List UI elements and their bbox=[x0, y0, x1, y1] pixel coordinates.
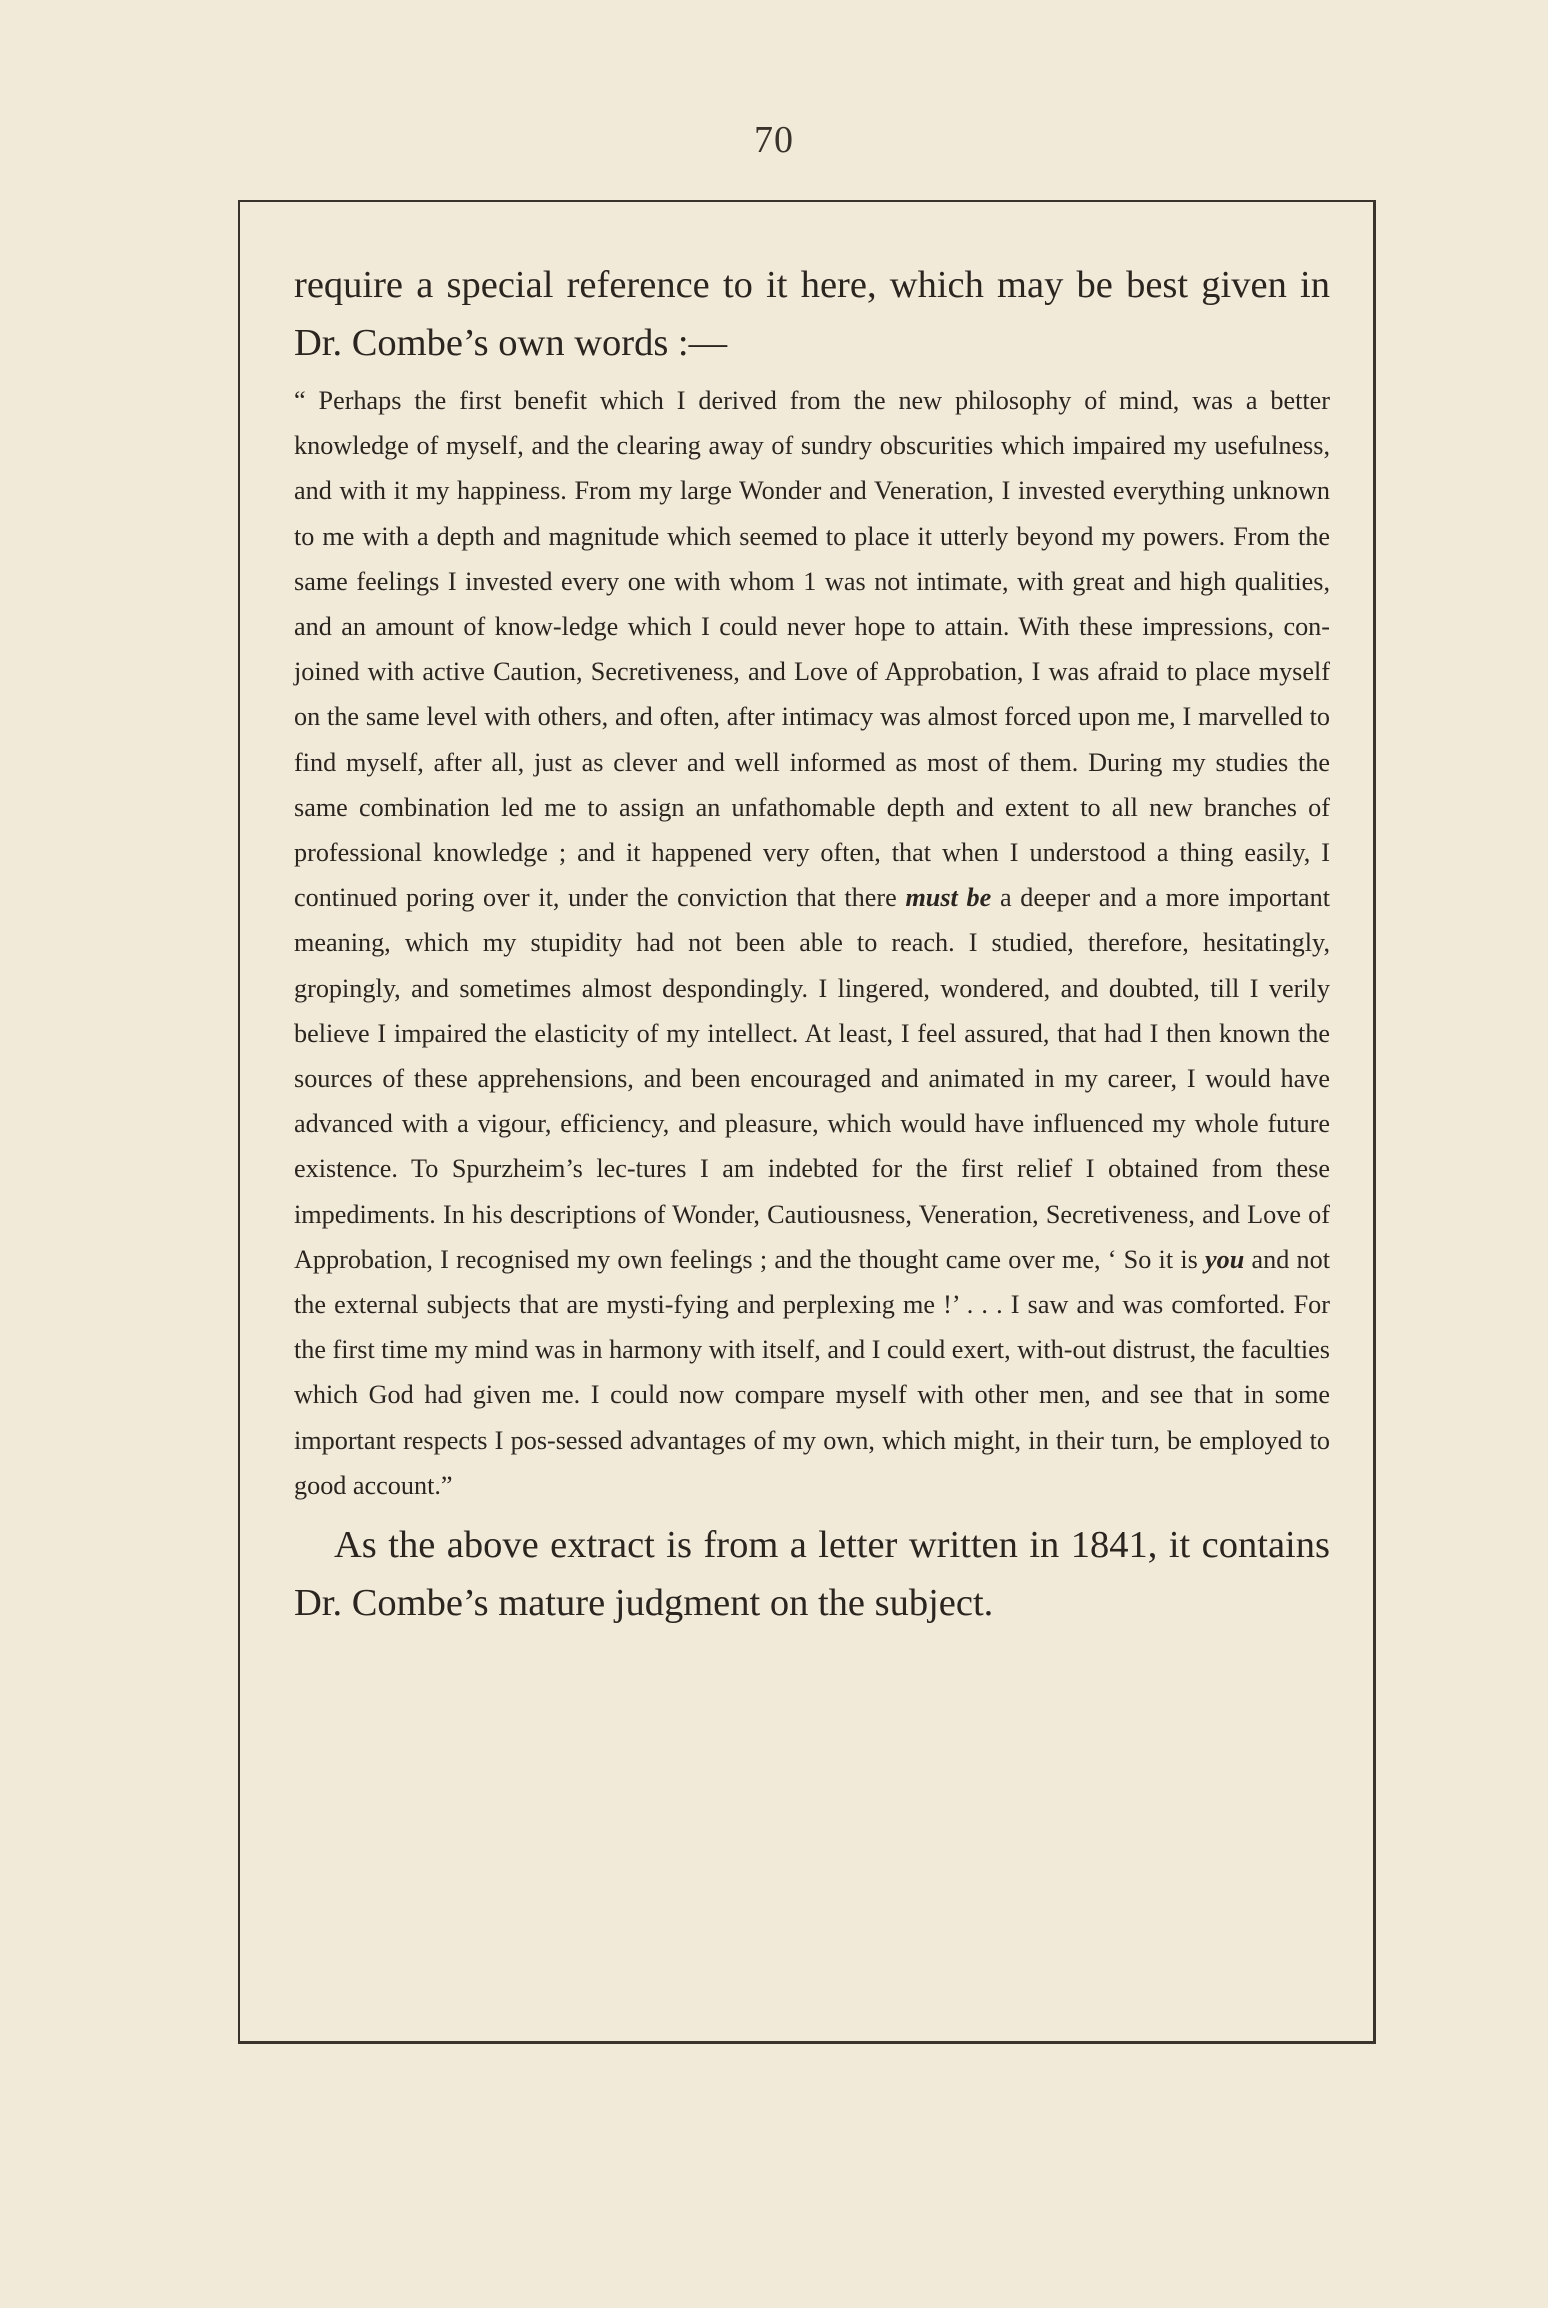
quote-emphasis-must-be: must be bbox=[905, 883, 992, 913]
page-content bbox=[294, 256, 1330, 1632]
quoted-letter bbox=[294, 378, 1330, 1508]
quote-emphasis-you: you bbox=[1205, 1244, 1245, 1274]
quote-text-1: “ Perhaps the first benefit which I derived from the new philosophy of mind, was a better knowledge of myself, and the clearing away of sundry obscurities which impaired my usefulness, and with it my happiness. From my large Wonder and Veneration, I invested everything unknown to me with a depth and magnitude which seemed to place it utterly beyond my powers. From the same feelings I invested every one with whom 1 was not intimate, with great and high qualities, and an amount of know-ledge which I could never hope to attain. With these impressions, con-joined with active Caution, Secretiveness, and Love of Approbation, I was afraid to place myself on the same level with others, and often, after intimacy was almost forced upon me, I marvelled to find myself, after all, just as clever and well informed as most of them. During my studies the same combination led me to assign an unfathomable depth and extent to all new branches of professional knowledge ; and it happened very often, that when I understood a thing easily, I continued poring over it, under the conviction that there bbox=[294, 386, 1330, 913]
page-number: 70 bbox=[754, 119, 794, 161]
quote-text-3: and not the external subjects that are mysti-fying and perplexing me !’ . . . I saw and was comforted. For the first time my mind was in harmony with itself, and I could exert, with-out distrust, the faculties which God had given me. I could now compare myself with other men, and see that in some important respects I pos-sessed advantages of my own, which might, in their turn, be employed to good account.” bbox=[294, 1244, 1330, 1500]
quote-text-2: a deeper and a more important meaning, which my stupidity had not been able to reach. I studied, therefore, hesitatingly, gropingly, and sometimes almost despondingly. I lingered, wondered, and doubted, till I verily believe I impaired the elasticity of my intellect. At least, I feel assured, that had I then known the sources of these apprehensions, and been encouraged and animated in my career, I would have advanced with a vigour, efficiency, and pleasure, which would have influenced my whole future existence. To Spurzheim’s lec-tures I am indebted for the first relief I obtained from these impediments. In his descriptions of Wonder, Cautiousness, Veneration, Secretiveness, and Love of Approbation, I recognised my own feelings ; and the thought came over me, ‘ So it is bbox=[294, 883, 1330, 1274]
closing-paragraph: As the above extract is from a letter written in 1841, it contains Dr. Combe’s mature judgment on the subject. bbox=[294, 1524, 1330, 1625]
lead-paragraph: require a special reference to it here, which may be best given in Dr. Combe’s own words :— bbox=[294, 264, 1330, 364]
